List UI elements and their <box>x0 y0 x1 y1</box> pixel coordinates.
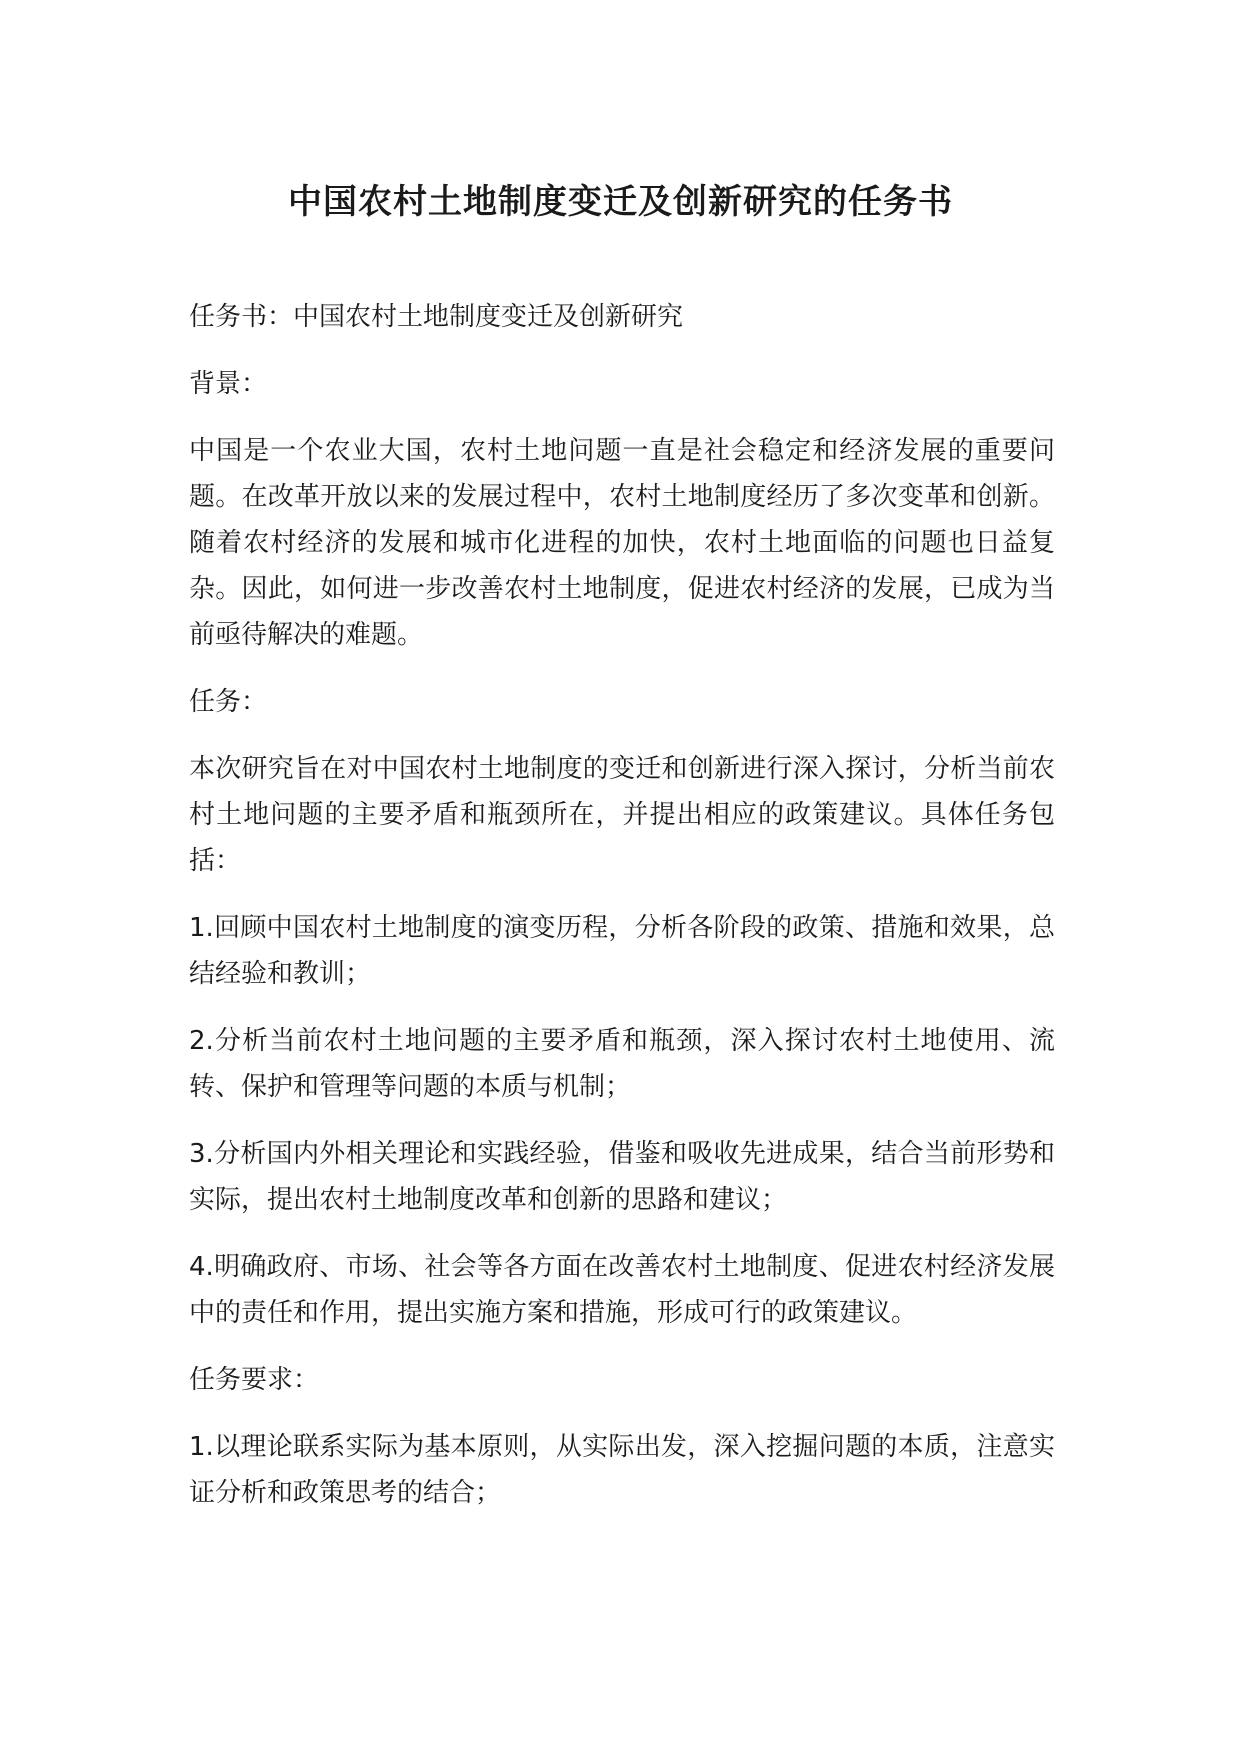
paragraph-task-item-4: 4.明确政府、市场、社会等各方面在改善农村土地制度、促进农村经济发展中的责任和作用，提出实施方案和措施，形成可行的政策建议。 <box>189 1252 1055 1328</box>
paragraph-task-title: 任务书：中国农村土地制度变迁及创新研究 <box>189 302 684 332</box>
paragraph-task-heading: 任务： <box>189 687 268 717</box>
document-title: 中国农村土地制度变迁及创新研究的任务书 <box>288 182 953 222</box>
paragraph-background-heading: 背景： <box>189 369 268 399</box>
paragraph-task-item-3: 3.分析国内外相关理论和实践经验，借鉴和吸收先进成果，结合当前形势和实际，提出农村土地制度改革和创新的思路和建议； <box>189 1139 1055 1215</box>
document-body <box>189 294 1055 1537</box>
paragraph-task-item-2: 2.分析当前农村土地问题的主要矛盾和瓶颈，深入探讨农村土地使用、流转、保护和管理等问题的本质与机制； <box>189 1026 1055 1102</box>
paragraph-task-item-1: 1.回顾中国农村土地制度的演变历程，分析各阶段的政策、措施和效果，总结经验和教训； <box>189 913 1055 989</box>
paragraph-requirements-heading: 任务要求： <box>189 1365 320 1395</box>
paragraph-background: 中国是一个农业大国，农村土地问题一直是社会稳定和经济发展的重要问题。在改革开放以来的发展过程中，农村土地制度经历了多次变革和创新。随着农村经济的发展和城市化进程的加快，农村土地面临的问题也日益复杂。因此，如何进一步改善农村土地制度，促进农村经济的发展，已成为当前亟待解决的难题。 <box>189 436 1055 650</box>
paragraph-requirement-1: 1.以理论联系实际为基本原则，从实际出发，深入挖掘问题的本质，注意实证分析和政策思考的结合； <box>189 1432 1055 1508</box>
paragraph-task-intro: 本次研究旨在对中国农村土地制度的变迁和创新进行深入探讨，分析当前农村土地问题的主要矛盾和瓶颈所在，并提出相应的政策建议。具体任务包括： <box>189 754 1055 876</box>
